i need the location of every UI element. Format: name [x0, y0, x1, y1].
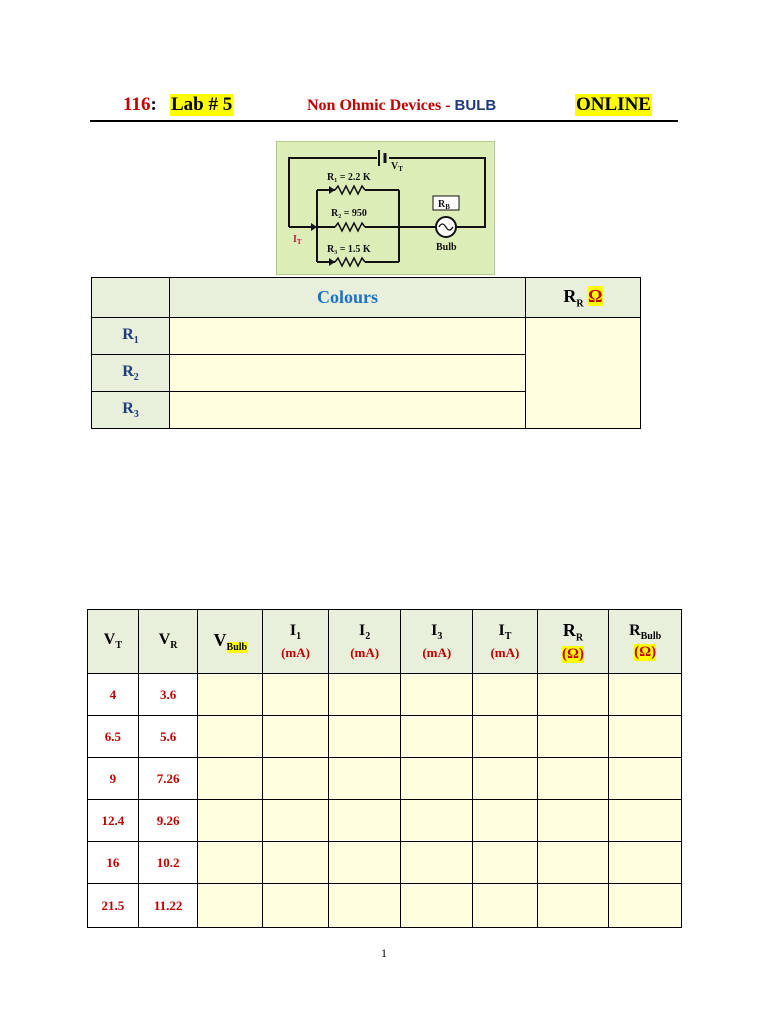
rr-value-cell[interactable]: [526, 318, 641, 429]
vr-value: 10.2: [138, 842, 198, 884]
vr-value: 11.22: [138, 884, 198, 928]
input-cell[interactable]: [609, 884, 682, 928]
i3-header: $I_3$ (mA): [401, 610, 473, 674]
input-cell[interactable]: [263, 800, 329, 842]
vr-value: 9.26: [138, 800, 198, 842]
rr-header: $R_R$ Ω: [526, 278, 641, 318]
vr-header: $V_R$: [138, 610, 198, 674]
input-cell[interactable]: [328, 758, 401, 800]
vt-value: 9: [88, 758, 139, 800]
table-row: [88, 800, 682, 842]
circuit-schematic: [277, 142, 494, 274]
input-cell[interactable]: [473, 842, 538, 884]
input-cell[interactable]: [537, 884, 609, 928]
row-label-r2: $R_2$: [92, 355, 170, 392]
mode-label: ONLINE: [576, 94, 651, 115]
input-cell[interactable]: [401, 800, 473, 842]
vt-value: 6.5: [88, 716, 139, 758]
vt-label: $V_T$: [391, 161, 403, 173]
input-cell[interactable]: [537, 758, 609, 800]
rb-label: $R_B$: [438, 199, 450, 211]
input-cell[interactable]: [401, 716, 473, 758]
table-row: [88, 842, 682, 884]
corner-cell: [92, 278, 170, 318]
input-cell[interactable]: [263, 716, 329, 758]
input-cell[interactable]: [198, 842, 263, 884]
lab-title-bulb: BULB: [454, 97, 497, 114]
input-cell[interactable]: [473, 716, 538, 758]
it-header: $I_T$ (mA): [473, 610, 538, 674]
input-cell[interactable]: [473, 758, 538, 800]
input-cell[interactable]: [198, 716, 263, 758]
input-cell[interactable]: [401, 884, 473, 928]
input-cell[interactable]: [473, 800, 538, 842]
table-row: [88, 716, 682, 758]
input-cell[interactable]: [263, 842, 329, 884]
input-cell[interactable]: [609, 674, 682, 716]
vt-value: 4: [88, 674, 139, 716]
table-row: [92, 318, 641, 355]
vbulb-header: $V_{Bulb}$: [198, 610, 263, 674]
i1-header: $I_1$ (mA): [263, 610, 329, 674]
input-cell[interactable]: [401, 758, 473, 800]
lab-number: Lab # 5: [171, 94, 233, 115]
table-header-row: [88, 610, 682, 674]
input-cell[interactable]: [537, 842, 609, 884]
lab-title: Non Ohmic Devices - BULB: [307, 97, 497, 114]
rbulb-header: $R_{Bulb}$ (Ω): [609, 610, 682, 674]
page-number: 1: [381, 946, 387, 960]
rr-header: $R_R$ (Ω): [537, 610, 609, 674]
input-cell[interactable]: [328, 842, 401, 884]
input-cell[interactable]: [263, 758, 329, 800]
input-cell[interactable]: [537, 716, 609, 758]
table-header-row: [92, 278, 641, 318]
input-cell[interactable]: [328, 674, 401, 716]
row-label-r3: $R_3$: [92, 392, 170, 429]
colours-header: Colours: [170, 278, 526, 318]
it-label: $I_T$: [293, 234, 302, 246]
input-cell[interactable]: [328, 800, 401, 842]
vr-value: 7.26: [138, 758, 198, 800]
input-cell[interactable]: [473, 674, 538, 716]
vr-value: 3.6: [138, 674, 198, 716]
vr-value: 5.6: [138, 716, 198, 758]
input-cell[interactable]: [263, 674, 329, 716]
table-row: [88, 884, 682, 928]
circuit-diagram: [276, 141, 495, 275]
vt-value: 12.4: [88, 800, 139, 842]
input-cell[interactable]: [609, 842, 682, 884]
row-label-r1: $R_1$: [92, 318, 170, 355]
colour-cell-r1[interactable]: [170, 318, 526, 355]
input-cell[interactable]: [609, 716, 682, 758]
input-cell[interactable]: [537, 674, 609, 716]
i2-header: $I_2$ (mA): [328, 610, 401, 674]
input-cell[interactable]: [401, 842, 473, 884]
table-row: [88, 674, 682, 716]
input-cell[interactable]: [198, 758, 263, 800]
input-cell[interactable]: [198, 800, 263, 842]
colour-cell-r3[interactable]: [170, 392, 526, 429]
input-cell[interactable]: [328, 884, 401, 928]
vt-header: $V_T$: [88, 610, 139, 674]
r3-label: R₃ = 1.5 K: [327, 244, 371, 255]
input-cell[interactable]: [401, 674, 473, 716]
r1-label: R₁ = 2.2 K: [327, 172, 371, 183]
page-header: [90, 92, 678, 122]
input-cell[interactable]: [609, 758, 682, 800]
input-cell[interactable]: [473, 884, 538, 928]
input-cell[interactable]: [198, 674, 263, 716]
input-cell[interactable]: [328, 716, 401, 758]
input-cell[interactable]: [537, 800, 609, 842]
vt-value: 21.5: [88, 884, 139, 928]
measurement-table: [87, 609, 682, 928]
input-cell[interactable]: [609, 800, 682, 842]
bulb-label: Bulb: [436, 242, 457, 253]
course-number: 116:: [123, 94, 157, 115]
colour-cell-r2[interactable]: [170, 355, 526, 392]
input-cell[interactable]: [263, 884, 329, 928]
vt-value: 16: [88, 842, 139, 884]
r2-label: R₂ = 950: [331, 208, 367, 219]
resistor-colour-table: [91, 277, 641, 429]
table-row: [88, 758, 682, 800]
input-cell[interactable]: [198, 884, 263, 928]
